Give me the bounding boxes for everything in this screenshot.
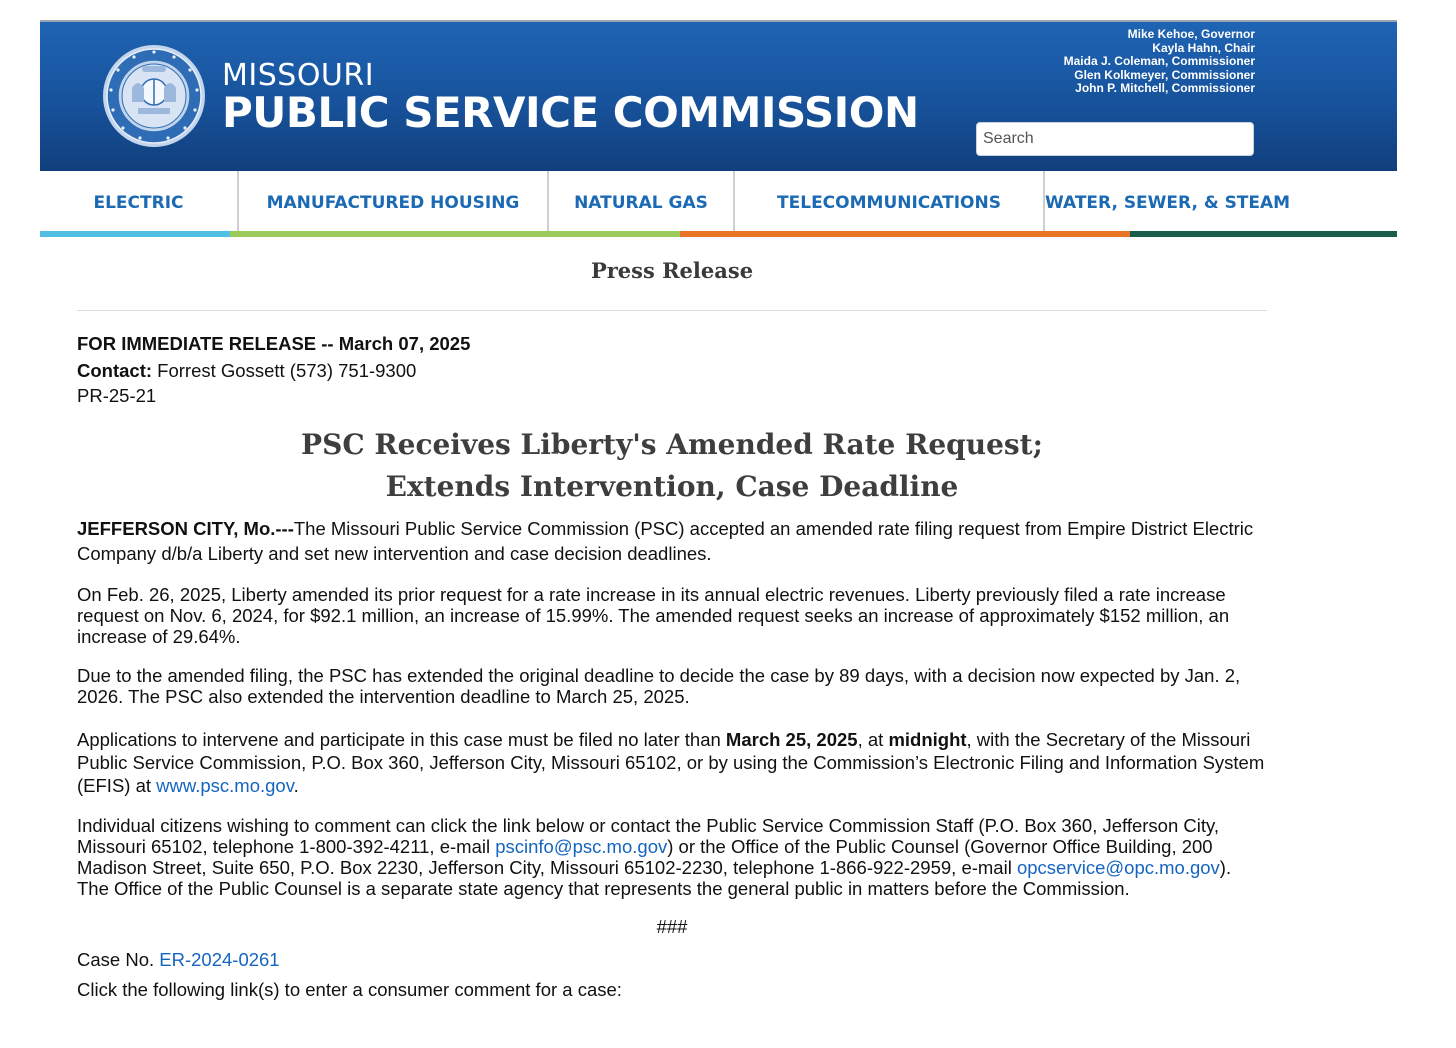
headline bbox=[77, 424, 1267, 508]
paragraph-text: ) or the Office of the Public Counsel (Governor Office Building, 200 Madison Street, Suite 650, P.O. Box 2230, Jefferson City, Missouri 65102-2230, telephone 1-866-922-2959, e-mail bbox=[77, 836, 1213, 878]
nav-tab-telecommunications[interactable]: TELECOMMUNICATIONS bbox=[777, 193, 1001, 213]
paragraph-text: , at bbox=[857, 729, 889, 750]
paragraph-text: The Missouri Public Service Commission (PSC) accepted an amended rate filing request from Empire District Electric Company d/b/a Liberty and set new intervention and case decision deadlines. bbox=[77, 518, 1254, 564]
paragraph-comments bbox=[77, 815, 1267, 899]
paragraph-text: ). The Office of the Public Counsel is a separate state agency that represents the general public in matters before the Commission. bbox=[77, 857, 1232, 899]
divider bbox=[77, 310, 1267, 311]
contact-value: Forrest Gossett (573) 751-9300 bbox=[157, 360, 417, 381]
nav-color-bar bbox=[680, 231, 1130, 237]
search-input[interactable] bbox=[976, 122, 1254, 156]
nav-color-bar bbox=[230, 231, 680, 237]
paragraph-amendment: On Feb. 26, 2025, Liberty amended its prior request for a rate increase in its annual electric revenues. Liberty previously filed a rate increase request on Nov. 6, 2024, for $92.1 million, an increase of 15.99%. The amended request seeks an increase of approximately $152 million, an increase of 29.64%. bbox=[77, 584, 1230, 647]
main-nav bbox=[40, 171, 1397, 231]
officials-list bbox=[1064, 28, 1255, 96]
paragraph-text: , with the Secretary of the Missouri Public Service Commission, P.O. Box 360, Jefferson City, Missouri 65102, or by using the Commission’s Electronic Filing and Information System (EFIS) at bbox=[77, 729, 1265, 796]
header-banner bbox=[40, 22, 1397, 171]
paragraph-deadline: Due to the amended filing, the PSC has extended the original deadline to decide the case by 89 days, with a decision now expected by Jan. 2, 2026. The PSC also extended the intervention deadline to March 25, 2025. bbox=[77, 665, 1241, 707]
press-release-body bbox=[77, 330, 1267, 1005]
nav-tab-electric[interactable]: ELECTRIC bbox=[93, 193, 184, 213]
headline-line: Extends Intervention, Case Deadline bbox=[385, 470, 959, 503]
nav-color-bar bbox=[40, 231, 230, 237]
release-date: FOR IMMEDIATE RELEASE -- March 07, 2025 bbox=[77, 333, 471, 354]
case-link[interactable]: ER-2024-0261 bbox=[159, 949, 280, 970]
dateline: JEFFERSON CITY, Mo.--- bbox=[77, 518, 294, 539]
section-title: Press Release bbox=[590, 258, 754, 283]
official-commissioner: Glen Kolkmeyer, Commissioner bbox=[1074, 67, 1255, 82]
paragraph-intervention bbox=[77, 728, 1267, 797]
brand-state: MISSOURI bbox=[222, 58, 375, 93]
deadline-time: midnight bbox=[888, 729, 967, 750]
missouri-psc-seal-icon[interactable] bbox=[102, 44, 206, 148]
paragraph-intro bbox=[77, 516, 1267, 566]
official-chair: Kayla Hahn, Chair bbox=[1152, 40, 1255, 55]
opc-email-link[interactable]: opcservice@opc.mo.gov bbox=[1016, 857, 1220, 878]
psc-email-link[interactable]: pscinfo@psc.mo.gov bbox=[495, 836, 668, 857]
nav-tab-water-sewer-steam[interactable]: WATER, SEWER, & STEAM bbox=[1045, 193, 1291, 213]
nav-tab-natural-gas[interactable]: NATURAL GAS bbox=[574, 193, 708, 213]
paragraph-text: . bbox=[293, 775, 299, 796]
official-governor: Mike Kehoe, Governor bbox=[1127, 27, 1255, 41]
release-id: PR-25-21 bbox=[77, 385, 157, 406]
psc-website-link[interactable]: www.psc.mo.gov bbox=[156, 775, 294, 796]
official-commissioner: Maida J. Coleman, Commissioner bbox=[1063, 54, 1255, 69]
paragraph-text: Individual citizens wishing to comment can click the link below or contact the Public Service Commission Staff (P.O. Box 360, Jefferson City, Missouri 65102, telephone 1-800-392-4211, e-mail bbox=[77, 815, 1220, 857]
nav-color-bar bbox=[1130, 231, 1397, 237]
brand-agency[interactable]: PUBLIC SERVICE COMMISSION bbox=[222, 88, 919, 137]
nav-tab-manufactured-housing[interactable]: MANUFACTURED HOUSING bbox=[266, 193, 520, 213]
case-label: Case No. bbox=[77, 949, 155, 970]
paragraph-text: Applications to intervene and participate in this case must be filed no later than bbox=[77, 729, 726, 750]
headline-line: PSC Receives Liberty's Amended Rate Request; bbox=[301, 428, 1043, 461]
comment-instructions: Click the following link(s) to enter a consumer comment for a case: bbox=[77, 979, 622, 1000]
contact-line bbox=[77, 357, 1267, 384]
end-marker: ### bbox=[656, 916, 688, 937]
contact-label: Contact: bbox=[77, 360, 153, 381]
deadline-date: March 25, 2025 bbox=[725, 729, 858, 750]
official-commissioner: John P. Mitchell, Commissioner bbox=[1075, 81, 1255, 96]
case-number bbox=[77, 945, 1267, 975]
